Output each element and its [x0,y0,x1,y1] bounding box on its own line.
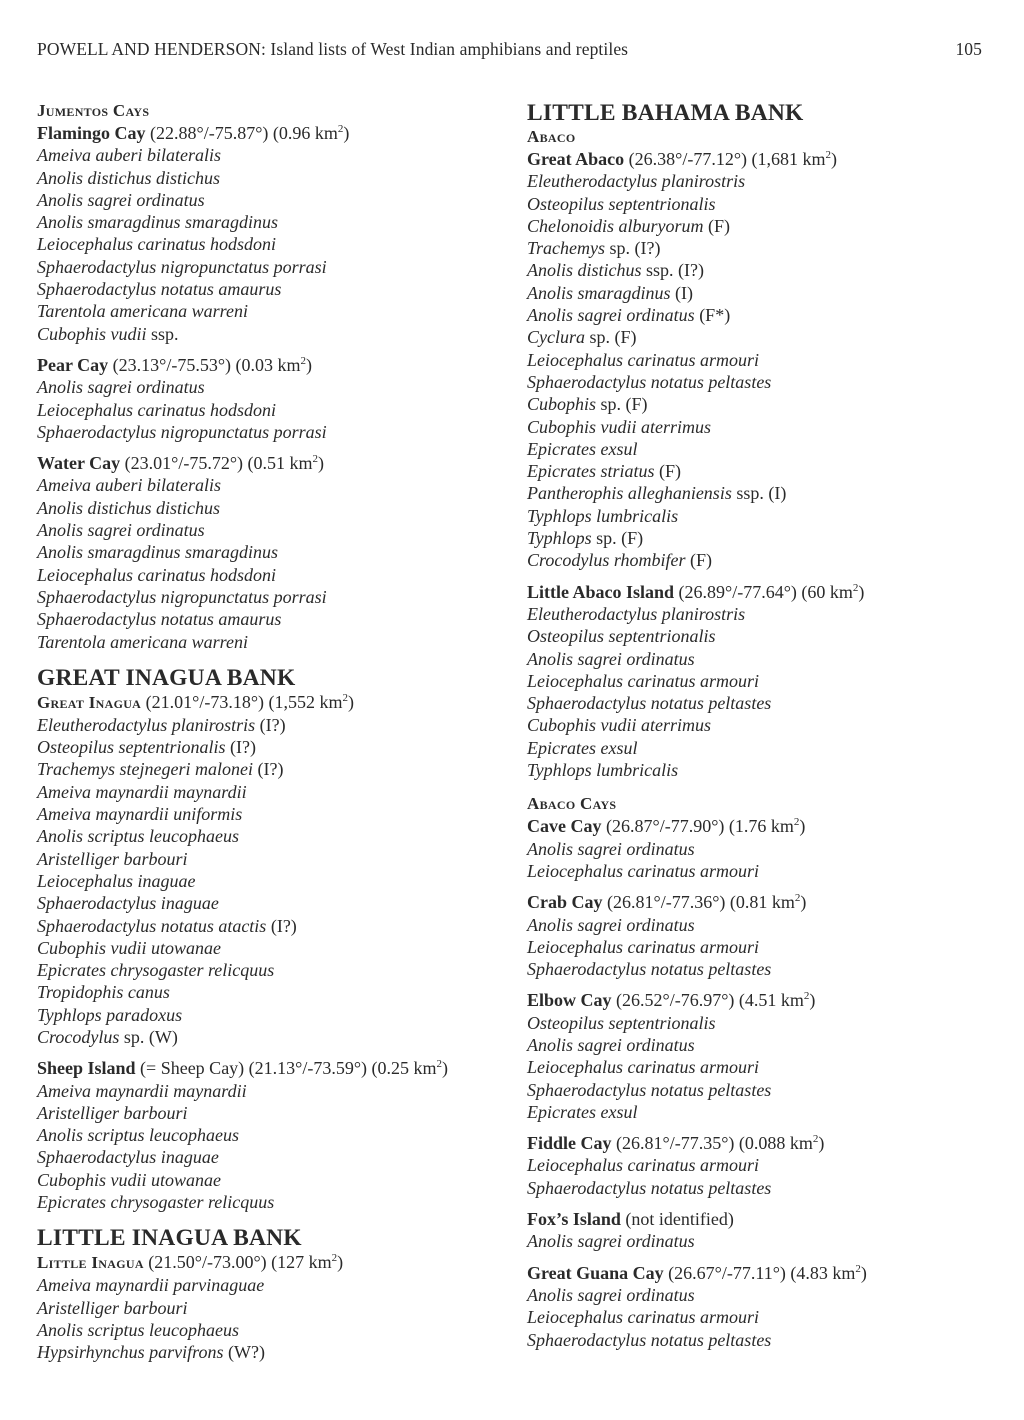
species-name: Tropidophis canus [37,982,170,1003]
species-name: Sphaerodactylus notatus amaurus [37,609,282,630]
bank-heading: GREAT INAGUA BANK [37,664,296,691]
spacer [527,1123,997,1132]
species-name: Anolis sagrei ordinatus [37,520,205,541]
species-name: Anolis scriptus leucophaeus [37,1319,239,1340]
species-name: Chelonoidis alburyorum [527,215,704,236]
island-info: (= Sheep Cay) (21.13°/-73.59°) (0.25 km [135,1058,437,1079]
species-entry [527,914,997,936]
island-info-close: ) [800,892,807,913]
unit-superscript: 2 [436,1058,443,1071]
island-info-close: ) [858,581,865,602]
island-info-close: ) [306,354,313,375]
species-entry [37,631,507,653]
species-note: (I?) [252,759,284,780]
spacer [527,572,997,581]
species-name: Leiocephalus carinatus armouri [527,349,759,370]
species-entry [527,1012,997,1034]
island-entry [527,815,997,837]
species-entry [37,1319,507,1341]
species-name: Hypsirhynchus parvifrons [37,1342,224,1363]
island-name: Little Inagua [37,1253,144,1273]
species-entry [527,237,997,259]
island-entry [527,581,997,603]
spacer [527,1199,997,1208]
species-name: Trachemys stejnegeri maloneі [37,759,253,780]
species-entry [527,460,997,482]
island-name: Sheep Island [37,1058,136,1079]
species-name: Leiocephalus inaguae [37,870,196,891]
spacer [37,443,507,452]
island-info: (26.38°/-77.12°) (1,681 km [624,149,826,169]
left-column [37,100,507,1364]
species-name: Cubophis vudii [37,323,147,344]
species-note: ssp. [146,323,179,344]
species-entry [527,1230,997,1252]
species-entry [37,1274,507,1296]
island-name: Great Guana Cay [527,1262,664,1283]
species-entry [37,1124,507,1146]
unit-superscript: 2 [793,816,800,829]
species-name: Leiocephalus carinatus armouri [527,1057,759,1078]
species-entry [527,737,997,759]
species-entry [37,1080,507,1102]
bank-heading: LITTLE INAGUA BANK [37,1225,302,1252]
species-name: Sphaerodactylus notatus peltastes [527,371,772,392]
species-name: Anolis distichus distichus [37,167,221,188]
island-name: Cave Cay [527,816,602,837]
species-entry [37,399,507,421]
species-entry [527,438,997,460]
species-entry [37,736,507,758]
species-name: Osteopilus septentrionalis [527,626,716,647]
unit-superscript: 2 [812,1133,819,1146]
species-note: (F) [703,215,731,236]
island-info-close: ) [860,1262,867,1283]
species-name: Pantherophis alleghaniensis [527,483,732,504]
species-entry [527,170,997,192]
species-entry [527,1154,997,1176]
species-name: Sphaerodactylus notatus peltastes [527,1079,772,1100]
species-entry [527,1079,997,1101]
species-name: Sphaerodactylus notatus atactis [37,915,267,936]
species-name: Ameiva maynardii uniformis [37,804,243,825]
species-name: Osteopilus septentrionalis [527,193,716,214]
island-entry [527,1132,997,1154]
species-entry [527,1284,997,1306]
species-entry [37,781,507,803]
species-entry [37,1297,507,1319]
spacer [37,1048,507,1057]
species-name: Tarentola americana warreni [37,301,249,322]
species-entry [37,233,507,255]
species-note: (I?) [225,737,256,758]
species-entry [37,497,507,519]
spacer [527,781,997,793]
species-entry [37,1004,507,1026]
island-info-close: ) [809,990,816,1011]
island-entry [527,989,997,1011]
unit-superscript: 2 [852,581,859,594]
species-name: Eleutherodactylus planirostris [37,714,256,735]
species-name: Ameiva maynardii maynardii [37,781,247,802]
species-entry [37,1191,507,1213]
island-info: (26.52°/-76.97°) (4.51 km [611,990,804,1011]
species-name: Trachemys [527,238,605,259]
species-entry [37,608,507,630]
island-entry [37,1057,507,1079]
species-name: Eleutherodactylus planirostris [527,603,746,624]
species-entry [37,376,507,398]
species-note: (F*) [694,305,731,326]
island-info-close: ) [799,816,806,837]
species-note: (F) [685,550,713,571]
species-name: Epicrates chrysogaster relicquus [37,1192,275,1213]
island-group-heading: Abaco Cays [527,794,617,814]
species-entry [527,193,997,215]
species-name: Aristelliger barbouri [37,1102,188,1123]
species-name: Leiocephalus carinatus hodsdoni [37,564,276,585]
unit-superscript: 2 [337,123,344,135]
species-entry [527,603,997,625]
spacer [37,1213,507,1225]
species-note: sp. (W) [119,1026,178,1047]
species-name: Epicrates exsul [527,438,638,459]
island-info: (21.01°/-73.18°) (1,552 km [141,691,343,712]
species-name: Leiocephalus carinatus hodsdoni [37,234,276,255]
species-name: Osteopilus septentrionalis [37,737,226,758]
species-name: Sphaerodactylus nigropunctatus porrasi [37,256,327,277]
species-entry [527,670,997,692]
species-note: (F) [654,461,682,482]
island-entry [37,122,507,144]
species-entry [527,759,997,781]
species-entry [527,936,997,958]
species-name: Osteopilus septentrionalis [527,1012,716,1033]
species-name: Aristelliger barbouri [37,848,188,869]
species-name: Cubophis vudii aterrimus [527,416,712,437]
species-name: Cubophis vudii utowanae [37,937,221,958]
island-group-heading: Jumentos Cays [37,101,150,120]
species-entry [37,1026,507,1048]
unit-superscript: 2 [855,1262,861,1275]
species-name: Anolis sagrei ordinatus [527,1034,695,1055]
species-name: Sphaerodactylus notatus peltastes [527,693,772,714]
species-entry [37,714,507,736]
species-entry [527,393,997,415]
island-name: Great Abaco [527,149,625,169]
island-info: (22.88°/-75.87°) (0.96 km [145,123,338,143]
species-name: Anolis smaragdinus smaragdinus [37,542,279,563]
species-entry [37,278,507,300]
species-name: Leiocephalus carinatus armouri [527,670,759,691]
species-name: Leiocephalus carinatus armouri [527,860,759,881]
species-name: Cubophis vudii aterrimus [527,715,712,736]
island-info-close: ) [337,1252,344,1273]
species-name: Leiocephalus carinatus armouri [527,1307,759,1328]
species-name: Leiocephalus carinatus hodsdoni [37,399,276,420]
species-name: Typhlops paradoxus [37,1004,183,1025]
species-entry [527,416,997,438]
species-entry [527,648,997,670]
island-entry [527,1208,997,1230]
species-entry [37,300,507,322]
island-name: Fox’s Island [527,1209,621,1230]
species-entry [527,349,997,371]
unit-superscript: 2 [803,990,810,1003]
species-entry [527,527,997,549]
species-entry [37,474,507,496]
species-entry [37,892,507,914]
species-name: Crocodylus rhombifer [527,550,686,571]
island-name: Little Abaco Island [527,581,675,602]
species-note: (W?) [223,1342,265,1363]
island-info: (26.67°/-77.11°) (4.83 km [663,1262,856,1283]
island-info-close: ) [831,149,838,169]
island-name: Pear Cay [37,354,109,375]
unit-superscript: 2 [342,691,349,704]
island-info: (26.87°/-77.90°) (1.76 km [601,816,794,837]
island-info: (21.50°/-73.00°) (127 km [143,1252,332,1273]
species-entry [37,870,507,892]
island-name: Elbow Cay [527,990,612,1011]
species-entry [527,1101,997,1123]
species-entry [37,211,507,233]
island-info: (26.81°/-77.35°) (0.088 km [611,1133,813,1154]
species-entry [37,519,507,541]
species-entry [527,692,997,714]
species-name: Typhlops [527,528,592,549]
unit-superscript: 2 [331,1252,338,1265]
island-entry [37,354,507,376]
island-name: Fiddle Cay [527,1133,612,1154]
species-note: (I?) [255,714,286,735]
species-name: Anolis smaragdinus [527,282,671,303]
species-name: Crocodylus [37,1026,120,1047]
spacer [37,345,507,354]
species-name: Anolis distichus distichus [37,497,221,518]
species-name: Leiocephalus carinatus armouri [527,1155,759,1176]
species-note: sp. (F) [596,394,648,415]
species-entry [37,937,507,959]
species-note: ssp. (I) [731,483,787,504]
species-name: Ameiva maynardii parvinaguae [37,1275,265,1296]
species-name: Anolis smaragdinus smaragdinus [37,212,279,233]
species-entry [37,1341,507,1363]
species-entry [37,1169,507,1191]
species-entry [527,1329,997,1351]
page-number: 105 [955,39,982,59]
species-entry [37,167,507,189]
species-entry [527,714,997,736]
species-entry [37,981,507,1003]
running-head-title: POWELL AND HENDERSON: Island lists of West Indian amphibians and reptiles [37,39,629,59]
island-entry [37,691,507,714]
species-name: Leiocephalus carinatus armouri [527,936,759,957]
species-name: Anolis sagrei ordinatus [527,838,695,859]
species-name: Epicrates chrysogaster relicquus [37,960,275,981]
species-name: Ameiva auberi bilateralis [37,475,221,496]
species-name: Cubophis vudii utowanae [37,1169,221,1190]
species-name: Eleutherodactylus planirostris [527,171,746,192]
species-entry [37,1102,507,1124]
species-entry [37,803,507,825]
species-name: Typhlops lumbricalis [527,760,679,781]
species-entry [527,259,997,281]
species-entry [527,371,997,393]
island-entry [37,452,507,474]
species-entry [527,549,997,571]
island-info: (not identified) [620,1209,734,1230]
species-entry [37,915,507,937]
species-entry [37,586,507,608]
species-name: Aristelliger barbouri [37,1297,188,1318]
species-entry [527,482,997,504]
species-name: Anolis sagrei ordinatus [527,914,695,935]
species-name: Anolis distichus [527,260,642,281]
island-info-close: ) [818,1133,825,1154]
species-entry [37,541,507,563]
species-entry [37,323,507,345]
island-name: Flamingo Cay [37,123,146,143]
island-entry [37,1251,507,1274]
spacer [37,653,507,665]
species-entry [37,144,507,166]
unit-superscript: 2 [300,354,307,367]
species-entry [37,421,507,443]
bank-heading: LITTLE BAHAMA BANK [527,100,804,126]
species-name: Epicrates exsul [527,737,638,758]
species-name: Anolis scriptus leucophaeus [37,1125,239,1146]
species-note: sp. (F) [585,327,637,348]
species-entry [527,1306,997,1328]
unit-superscript: 2 [312,453,319,466]
species-entry [527,958,997,980]
species-entry [527,1177,997,1199]
species-entry [527,1034,997,1056]
species-name: Anolis sagrei ordinatus [527,648,695,669]
island-info-close: ) [343,123,350,143]
species-name: Anolis sagrei ordinatus [527,305,695,326]
species-name: Cubophis [527,394,597,415]
species-name: Sphaerodactylus nigropunctatus porrasi [37,586,327,607]
unit-superscript: 2 [794,892,801,905]
species-note: ssp. (I?) [641,260,704,281]
island-info: (26.89°/-77.64°) (60 km [674,581,853,602]
species-entry [527,625,997,647]
species-entry [527,860,997,882]
species-name: Anolis scriptus leucophaeus [37,826,239,847]
species-name: Sphaerodactylus notatus peltastes [527,1329,772,1350]
species-entry [37,1146,507,1168]
running-head [37,38,982,60]
island-entry [527,1262,997,1284]
species-name: Epicrates exsul [527,1101,638,1122]
species-entry [37,825,507,847]
species-name: Anolis sagrei ordinatus [527,1284,695,1305]
species-name: Sphaerodactylus inaguae [37,893,219,914]
island-info-close: ) [348,691,355,712]
island-info: (26.81°/-77.36°) (0.81 km [602,892,795,913]
island-entry [527,891,997,913]
species-name: Sphaerodactylus notatus peltastes [527,1177,772,1198]
island-entry [527,148,997,170]
species-name: Typhlops lumbricalis [527,505,679,526]
species-name: Sphaerodactylus notatus amaurus [37,279,282,300]
species-note: sp. (F) [591,528,644,549]
species-name: Sphaerodactylus notatus peltastes [527,959,772,980]
species-name: Anolis sagrei ordinatus [527,1231,695,1252]
species-note: (I?) [266,915,297,936]
island-info: (23.01°/-75.72°) (0.51 km [120,453,313,474]
island-info: (23.13°/-75.53°) (0.03 km [108,354,301,375]
species-name: Anolis sagrei ordinatus [37,377,205,398]
spacer [527,1253,997,1262]
spacer [527,980,997,989]
species-entry [37,189,507,211]
species-name: Ameiva maynardii maynardii [37,1080,247,1101]
unit-superscript: 2 [825,149,832,161]
species-entry [37,959,507,981]
species-note: (I) [670,282,694,303]
species-name: Sphaerodactylus inaguae [37,1147,219,1168]
species-entry [37,758,507,780]
species-name: Epicrates striatus [527,461,655,482]
island-name: Great Inagua [37,692,142,712]
species-name: Tarentola americana warreni [37,631,249,652]
species-note: sp. (I?) [605,238,661,259]
species-entry [527,838,997,860]
species-name: Ameiva auberi bilateralis [37,145,221,166]
species-name: Cyclura [527,327,585,348]
species-entry [527,282,997,304]
island-name: Crab Cay [527,892,603,913]
species-entry [37,256,507,278]
spacer [527,882,997,891]
species-name: Sphaerodactylus nigropunctatus porrasi [37,421,327,442]
island-name: Water Cay [37,453,121,474]
species-entry [527,215,997,237]
island-info-close: ) [442,1058,449,1079]
species-entry [37,848,507,870]
species-entry [527,505,997,527]
species-entry [527,304,997,326]
species-name: Anolis sagrei ordinatus [37,189,205,210]
island-info-close: ) [318,453,325,474]
species-entry [37,564,507,586]
species-entry [527,326,997,348]
island-group-heading: Abaco [527,127,576,146]
species-entry [527,1056,997,1078]
right-column [527,100,997,1351]
